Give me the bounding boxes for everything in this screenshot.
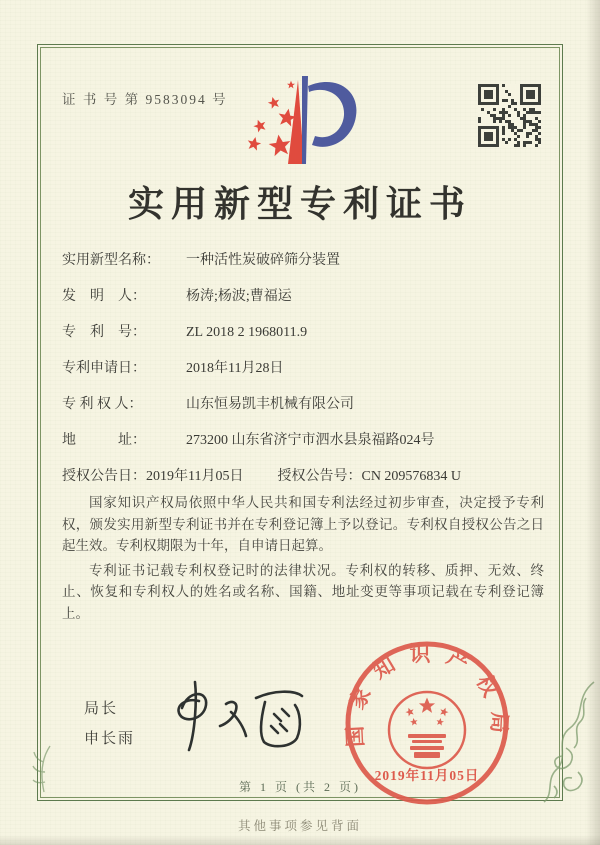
svg-text:国家知识产权局 <box>342 642 511 748</box>
legal-paragraph-2: 专利证书记载专利权登记时的法律状况。专利权的转移、质押、无效、终止、恢复和专利权人的姓名或名称、国籍、地址变更等事项记载在专利登记簿上。 <box>62 562 544 621</box>
field-value: 山东恒易凯丰机械有限公司 <box>186 397 354 412</box>
field-grant-number <box>277 466 461 488</box>
field-patentee <box>62 394 548 416</box>
legal-paragraphs <box>62 492 544 627</box>
cnipa-logo <box>232 70 368 172</box>
patent-fields <box>62 250 548 488</box>
field-label: 专利申请日： <box>62 361 146 376</box>
certificate-number: 证 书 号 第 9583094 号 <box>62 92 228 107</box>
field-grant-row <box>62 466 548 488</box>
field-address <box>62 430 548 452</box>
field-value: ZL 2018 2 1968011.9 <box>186 325 308 340</box>
signature-strokes-icon <box>168 678 328 768</box>
field-value: 2019年11月05日 <box>146 469 244 484</box>
director-name: 申长雨 <box>84 731 136 747</box>
field-value: 273200 山东省济宁市泗水县泉福路024号 <box>186 433 435 448</box>
leaf-sprig-icon <box>30 744 56 794</box>
field-label: 发 明 人： <box>62 289 146 304</box>
field-patent-number <box>62 322 548 344</box>
director-signature <box>168 678 328 768</box>
scan-shadow <box>0 835 600 845</box>
seal-text: 国家知识产权局 <box>342 642 512 748</box>
field-label: 授权公告日： <box>62 469 146 484</box>
page-number: 第 1 页 (共 2 页) <box>239 780 361 794</box>
scan-shadow <box>586 0 600 845</box>
field-grant-date <box>62 466 243 488</box>
seal-date: 2019年11月05日 <box>374 768 480 783</box>
field-label: 实用新型名称： <box>62 253 160 268</box>
field-value: CN 209576834 U <box>361 469 462 484</box>
field-application-date <box>62 358 548 380</box>
field-value: 杨涛;杨波;曹福运 <box>186 289 292 304</box>
qr-finder-icon <box>478 126 499 147</box>
qr-finder-icon <box>520 84 541 105</box>
cnipa-logo-graphic <box>232 70 368 172</box>
field-label: 专 利 权 人： <box>62 397 143 412</box>
legal-paragraph-1: 国家知识产权局依照中华人民共和国专利法经过初步审查，决定授予专利权，颁发实用新型专利证书并在专利登记簿上予以登记。专利权自授权公告之日起生效。专利权期限为十年，自申请日起算。 <box>62 495 544 553</box>
certificate-title: 实用新型专利证书 <box>127 184 472 224</box>
field-value: 一种活性炭破碎筛分装置 <box>186 253 340 268</box>
field-label: 授权公告号： <box>277 469 362 484</box>
field-utility-name <box>62 250 548 272</box>
field-label: 地 址： <box>62 433 146 448</box>
director-title: 局长 <box>84 701 119 717</box>
field-label: 专 利 号： <box>62 325 146 340</box>
qr-finder-icon <box>478 84 499 105</box>
field-inventors <box>62 286 548 308</box>
qr-code <box>478 84 541 147</box>
footer-note: 其他事项参见背面 <box>237 819 362 833</box>
director-block <box>84 694 135 754</box>
field-value: 2018年11月28日 <box>186 361 284 376</box>
